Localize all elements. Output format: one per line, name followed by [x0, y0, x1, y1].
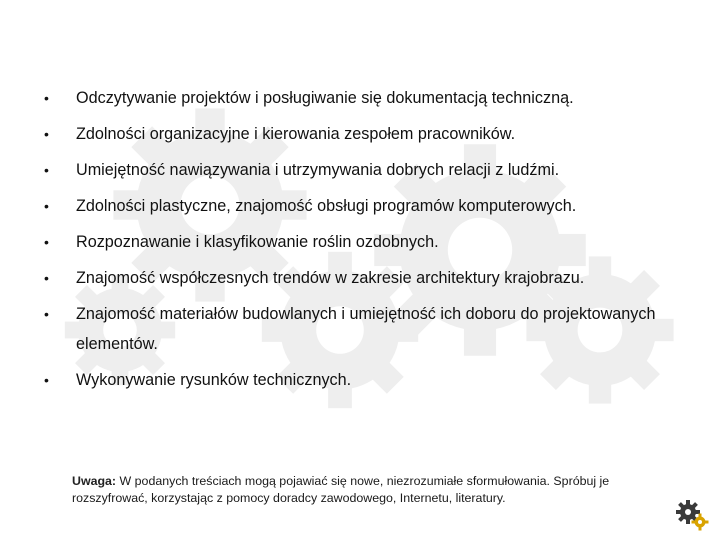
- bullet-text: Znajomość materiałów budowlanych i umiejętność ich doboru do projektowanych elementów.: [76, 305, 656, 353]
- bullet-item: [42, 263, 682, 293]
- bullet-marker: •: [44, 234, 49, 250]
- bullet-marker: •: [44, 90, 49, 106]
- bullet-item: [42, 227, 682, 257]
- bullet-text: Zdolności organizacyjne i kierowania zespołem pracowników.: [76, 125, 516, 143]
- note-text: W podanych treściach mogą pojawiać się nowe, niezrozumiałe sformułowania. Spróbuj je rozszyfrować, korzystając z pomocy doradcy zawodowego, Internetu, literatury.: [72, 474, 610, 505]
- bullet-marker: •: [44, 372, 49, 388]
- bullet-text: Rozpoznawanie i klasyfikowanie roślin ozdobnych.: [76, 233, 439, 251]
- bullet-text: Odczytywanie projektów i posługiwanie się dokumentacją techniczną.: [76, 89, 574, 107]
- bullet-item: [42, 83, 682, 113]
- gears-nav-icon[interactable]: [674, 496, 710, 532]
- bullet-item: [42, 191, 682, 221]
- bullet-list: [42, 83, 682, 401]
- bullet-text: Wykonywanie rysunków technicznych.: [76, 371, 352, 389]
- bullet-marker: •: [44, 270, 49, 286]
- bullet-item: [42, 155, 682, 185]
- note-label: Uwaga:: [72, 474, 117, 488]
- bullet-item: [42, 119, 682, 149]
- bullet-text: Zdolności plastyczne, znajomość obsługi programów komputerowych.: [76, 197, 577, 215]
- bullet-item: [42, 299, 682, 359]
- bullet-item: [42, 365, 682, 395]
- bullet-marker: •: [44, 162, 49, 178]
- bullet-marker: •: [44, 126, 49, 142]
- bullet-text: Umiejętność nawiązywania i utrzymywania dobrych relacji z ludźmi.: [76, 161, 560, 179]
- bullet-text: Znajomość współczesnych trendów w zakresie architektury krajobrazu.: [76, 269, 585, 287]
- bullet-marker: •: [44, 306, 49, 322]
- bullet-marker: •: [44, 198, 49, 214]
- note: [72, 473, 682, 507]
